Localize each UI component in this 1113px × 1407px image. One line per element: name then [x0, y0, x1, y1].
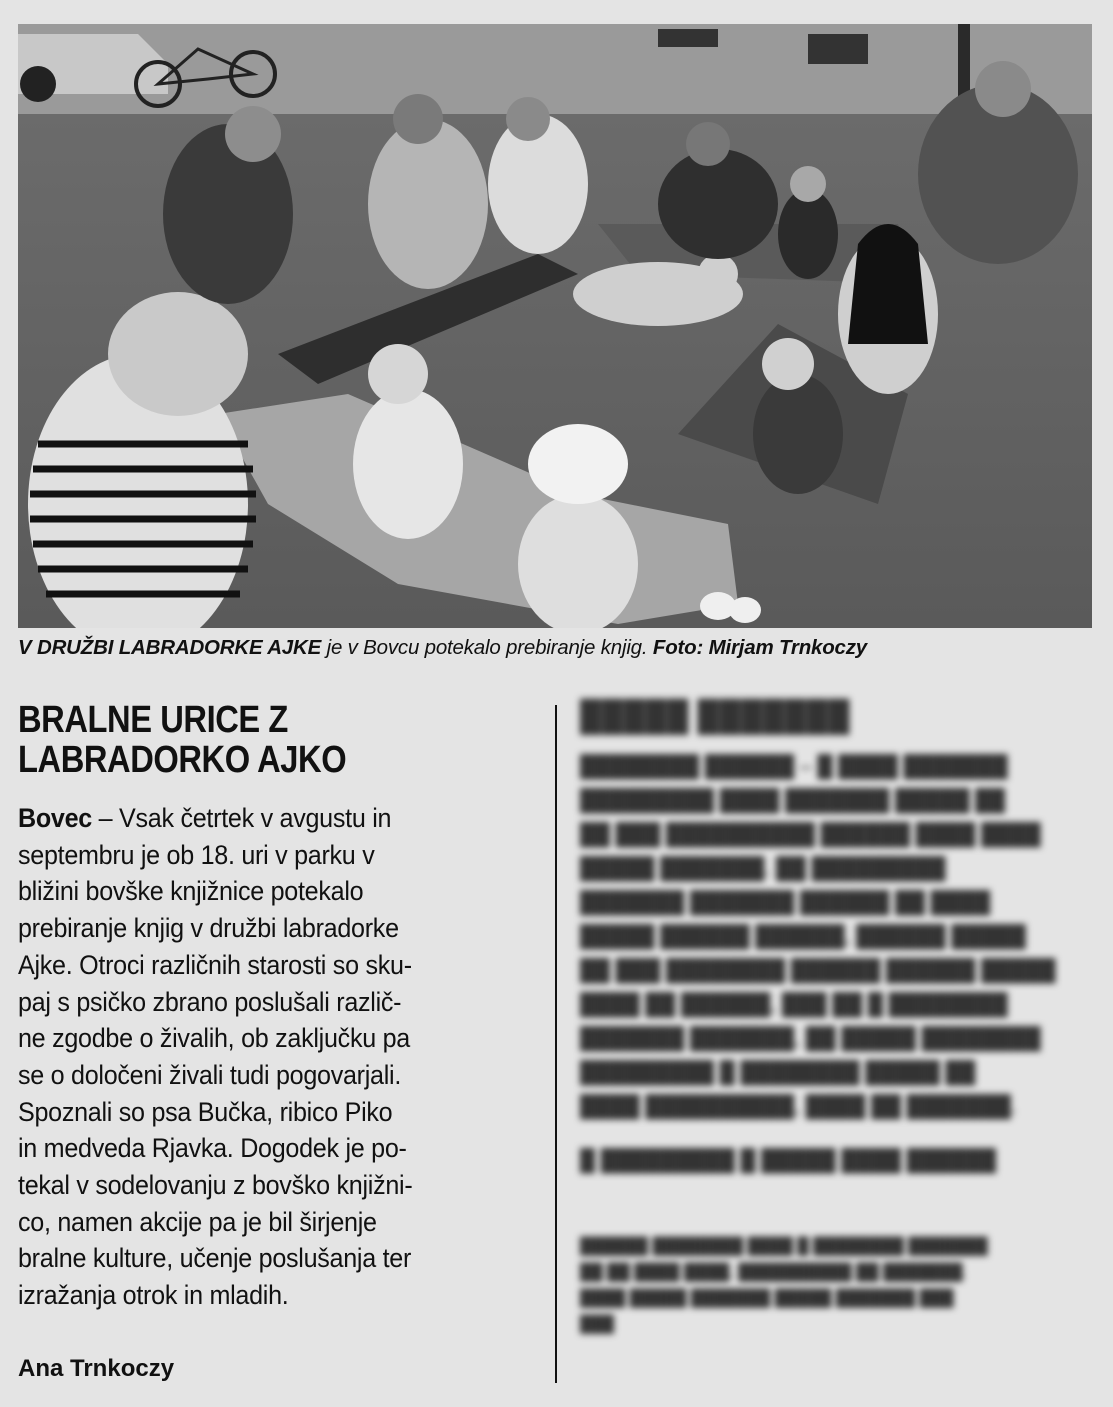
body-line: tekal v sodelovanju z bovško knjižni- [18, 1170, 413, 1201]
column-divider [555, 705, 557, 1383]
blurred-body: ████████ ██████ – █ ████ ███████ █████████ ████ ███████ █████ ██ ██ ███ ██████████ ██████ ████ ████ █████ ███████. ██ █████████ ███████ ███████ ██████ ██ ████ █████ ██████ ██████, ██████ █████ ██ ███ ████████ ██████ ██████ █████ ████ ██ ██████, ███ ██ █ ████████ ███████ ███████, ██ █████ ████████ █████████ █ ████████ █████ ██ ████ ██████████, ████ ██ ███████. █ █████████ █ █████ ████ ██████ [580, 755, 1056, 1172]
article-photo [18, 24, 1092, 628]
body-line: prebiranje knjig v družbi labradorke [18, 913, 399, 944]
body-line: bralne kulture, učenje poslušanja ter [18, 1243, 412, 1274]
body-line: bližini bovške knjižnice potekalo [18, 876, 364, 907]
photo-illustration [18, 24, 1092, 628]
caption-credit: Foto: Mirjam Trnkoczy [652, 636, 868, 659]
blurred-headline: █████ ███████ [580, 700, 850, 733]
caption-lead: V DRUŽBI LABRADORKE AJKE [18, 636, 322, 659]
body-line: Spoznali so psa Bučka, ribico Piko [18, 1096, 393, 1127]
photo-caption [18, 636, 1098, 660]
body-line: septembru je ob 18. uri v parku v [18, 839, 375, 870]
blurred-adjacent-article [580, 700, 1095, 1338]
body-line: izražanja otrok in mladih. [18, 1280, 289, 1311]
body-line: paj s psičko zbrano poslušali različ- [18, 986, 402, 1017]
body-line: se o določeni živali tudi pogovarjali. [18, 1059, 402, 1090]
blurred-caption: ██████ ████████ ████ █ ████████ ███████ ██ ██ ████ ████, ██████████ ██ ███████. ████ █████ ███████ █████ ███████ ███ ███ [580, 1238, 988, 1333]
body-first-line: – Vsak četrtek v avgustu in [91, 803, 392, 833]
body-line: ne zgodbe o živalih, ob zaključku pa [18, 1023, 410, 1054]
article-author: Ana Trnkoczy [18, 1355, 175, 1382]
headline-line: BRALNE URICE Z [18, 699, 288, 741]
body-line: in medveda Rjavka. Dogodek je po- [18, 1133, 407, 1164]
body-line: co, namen akcije pa je bil širjenje [18, 1206, 377, 1237]
caption-text: je v Bovcu potekalo prebiranje knjig. [321, 636, 653, 659]
dateline-place: Bovec [18, 803, 92, 833]
article-body [18, 800, 538, 1314]
headline-line: LABRADORKO AJKO [18, 739, 347, 781]
body-line: Ajke. Otroci različnih starosti so sku- [18, 949, 412, 980]
body-line [18, 800, 502, 837]
article-headline [18, 700, 465, 780]
